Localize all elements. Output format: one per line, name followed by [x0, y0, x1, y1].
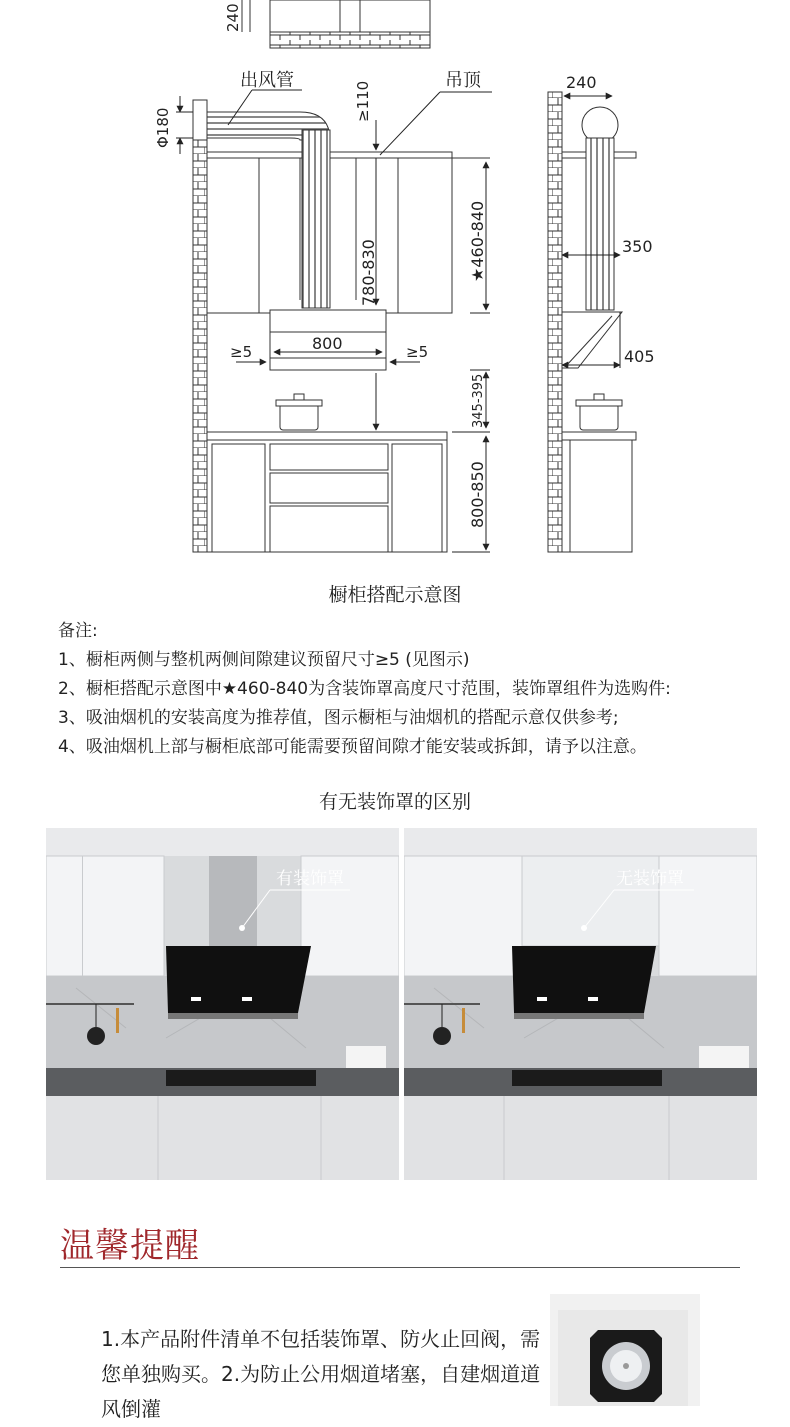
exhaust-duct-vertical: [302, 130, 330, 308]
top-partial-structure: [242, 0, 430, 48]
pot: [276, 394, 322, 430]
diagram-caption: 橱柜搭配示意图: [328, 584, 462, 606]
photo-with-cover: [46, 828, 399, 1180]
dim-240-top: 240: [224, 3, 242, 32]
reminder-title: 温馨提醒: [60, 1226, 200, 1266]
dim-780-830: 780-830: [359, 239, 378, 306]
range-hood-side: [562, 312, 622, 368]
dim-ge5-right: ≥5: [406, 343, 429, 361]
dim-800: 800: [312, 334, 343, 353]
dim-460-840: ★460-840: [468, 200, 487, 282]
note-item-4: 4、吸油烟机上部与橱柜底部可能需要预留间隙才能安装或拆卸，请予以注意。: [58, 737, 647, 757]
fire-check-valve-image: [550, 1294, 700, 1406]
side-wall: [548, 92, 562, 552]
side-pot: [576, 394, 622, 430]
note-item-2: 2、橱柜搭配示意图中★460-840为含装饰罩高度尺寸范围，装饰罩组件为选购件:: [58, 679, 671, 699]
dim-345-395: 345-395: [471, 373, 486, 428]
notes-heading: 备注:: [58, 621, 98, 641]
reminder-divider: [60, 1267, 740, 1268]
base-cabinet: [207, 432, 447, 552]
cabinet-matching-diagram: [0, 0, 790, 570]
note-item-1: 1、橱柜两侧与整机两侧间隙建议预留尺寸≥5 (见图示): [58, 650, 470, 670]
with-cover-label: 有装饰罩: [276, 869, 344, 889]
dim-ge5-left: ≥5: [230, 343, 253, 361]
label-ceiling: 吊顶: [445, 70, 481, 91]
side-base-cabinet: [562, 432, 636, 552]
left-wall: [193, 140, 207, 552]
dim-ge110: ≥110: [354, 80, 372, 122]
comparison-title: 有无装饰罩的区别: [318, 791, 471, 813]
label-outlet-pipe: 出风管: [240, 70, 294, 91]
photo-without-cover: [404, 828, 757, 1180]
dim-350: 350: [622, 237, 653, 256]
dim-405: 405: [624, 347, 655, 366]
reminder-text: 1.本产品附件清单不包括装饰罩、防火止回阀，需您单独购买。2.为防止公用烟道堵塞，自建烟道道风倒灌: [101, 1327, 541, 1421]
dim-800-850: 800-850: [468, 461, 487, 528]
note-item-3: 3、吸油烟机的安装高度为推荐值，图示橱柜与油烟机的搭配示意仅供参考;: [58, 708, 619, 728]
side-duct-vertical: [586, 138, 614, 310]
notes: [58, 617, 671, 762]
dim-phi180: Φ180: [154, 107, 172, 148]
without-cover-label: 无装饰罩: [616, 869, 684, 889]
decorative-cover: [209, 856, 257, 949]
dim-240-side: 240: [566, 73, 597, 92]
